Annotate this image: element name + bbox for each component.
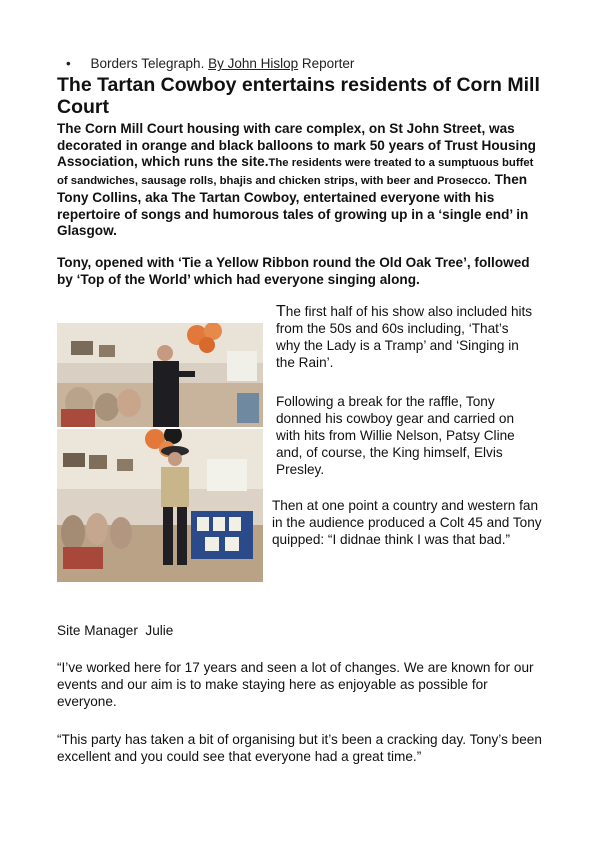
- bullet-glyph: •: [66, 56, 71, 71]
- column-paragraph-2: Following a break for the raffle, Tony donned his cowboy gear and carried on with hits from Willie Nelson, Patsy Cline and, of course, the King himself, Elvis Presley.: [276, 394, 515, 477]
- lede-part-3: Then Tony Collins, aka The Tartan Cowboy, entertained everyone with his repertoire of songs and humorous tales of growing up in a ‘single end’ in Glasgow.: [57, 172, 529, 239]
- lede-part-1: The Corn Mill Court housing with care complex, on St John Street, was decorated in orange and black balloons to mark 50 years of Trust Housing Association, which runs the site.: [57, 121, 536, 170]
- headline: The Tartan Cowboy entertains residents of Corn Mill Court: [57, 74, 540, 118]
- performer-photo-top: [57, 323, 263, 427]
- byline: [66, 56, 354, 71]
- opening-songs-paragraph: Tony, opened with ‘Tie a Yellow Ribbon round the Old Oak Tree’, followed by ‘Top of the World’ which had everyone singing along.: [57, 255, 530, 287]
- column-paragraph-3: Then at one point a country and western fan in the audience produced a Colt 45 and Tony quipped: “I didnae think I was that bad.”: [272, 498, 542, 547]
- byline-role: Reporter: [301, 56, 355, 71]
- drop-cap: T: [276, 303, 286, 320]
- lede-paragraph: [57, 121, 547, 240]
- byline-author-link[interactable]: By John Hislop: [208, 56, 299, 71]
- quote-paragraph-2: “This party has taken a bit of organising but it’s been a cracking day. Tony’s been excellent and you could see that everyone had a great time.”: [57, 732, 542, 764]
- cowboy-performer-photo: [57, 429, 263, 582]
- byline-source: Borders Telegraph.: [90, 56, 205, 71]
- site-manager-label: Site Manager Julie: [57, 623, 174, 638]
- column-paragraph-1: [276, 303, 536, 371]
- quote-paragraph-1: “I’ve worked here for 17 years and seen a lot of changes. We are known for our events and our aim is to make staying here as enjoyable as possible for everyone.: [57, 660, 534, 709]
- column-paragraph-1-text: he first half of his show also included hits from the 50s and 60s including, ‘That’s why the Lady is a Tramp’ and ‘Singing in the Rain’.: [276, 304, 533, 370]
- lede-part-2: The residents were treated to a sumptuous buffet of sandwiches, sausage rolls, bhajis and chicken strips, with beer and Prosecco.: [57, 157, 534, 188]
